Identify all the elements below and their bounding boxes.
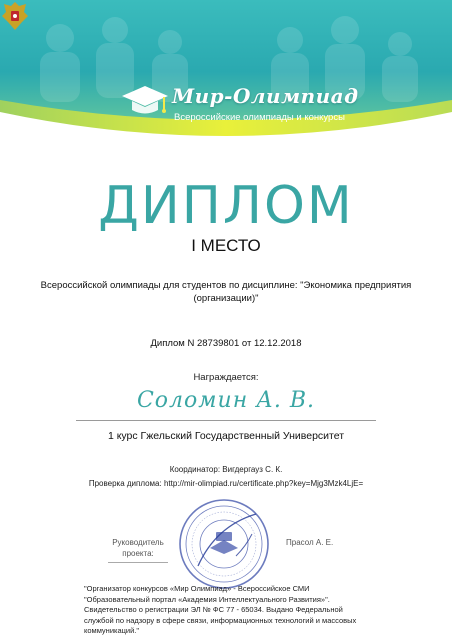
graduation-cap-icon (120, 80, 170, 120)
header-banner (0, 0, 452, 150)
verify-link-line: Проверка диплома: http://mir-olimpiad.ru/certificate.php?key=Mjg3Mzk4LjE= (88, 479, 364, 488)
signature-line (108, 562, 168, 563)
footer-legal-text: "Организатор конкурсов «Мир Олимпиад» - Всероссийское СМИ "Образовательный портал «Академия Интеллектуального Развития»". Свидетельство о регистрации ЭЛ № ФС 77 - 65034. Выдано Федеральной службой по надзору в сфере связи, информационных технологий и массовых коммуникаций." (84, 584, 357, 635)
winner-name: Соломин А. В. (136, 388, 316, 413)
site-logo (120, 80, 359, 132)
awarded-label: Награждается: (193, 372, 259, 383)
winner-underline (76, 420, 376, 421)
university-line: 1 курс Гжельский Государственный Университет (107, 430, 345, 442)
logo-subtitle: Всероссийские олимпиады и конкурсы (174, 112, 345, 123)
diploma-number: Диплом N 28739801 от 12.12.2018 (150, 338, 302, 349)
project-leader-label: Руководитель проекта: (112, 538, 164, 558)
olympiad-description: Всероссийской олимпиады для студентов по дисциплине: "Экономика предприятия (организации)" (40, 280, 412, 304)
russian-coat-of-arms-icon (0, 0, 30, 32)
official-seal-stamp-icon (176, 496, 272, 592)
signer-right-name: Прасол А. Е. (286, 538, 334, 547)
diploma-title: ДИПЛОМ (98, 176, 354, 236)
logo-name: Мир-Олимпиад (172, 84, 359, 108)
coordinator-line: Координатор: Вигдергауз С. К. (169, 465, 283, 474)
diploma-place: I МЕСТО (191, 236, 261, 255)
